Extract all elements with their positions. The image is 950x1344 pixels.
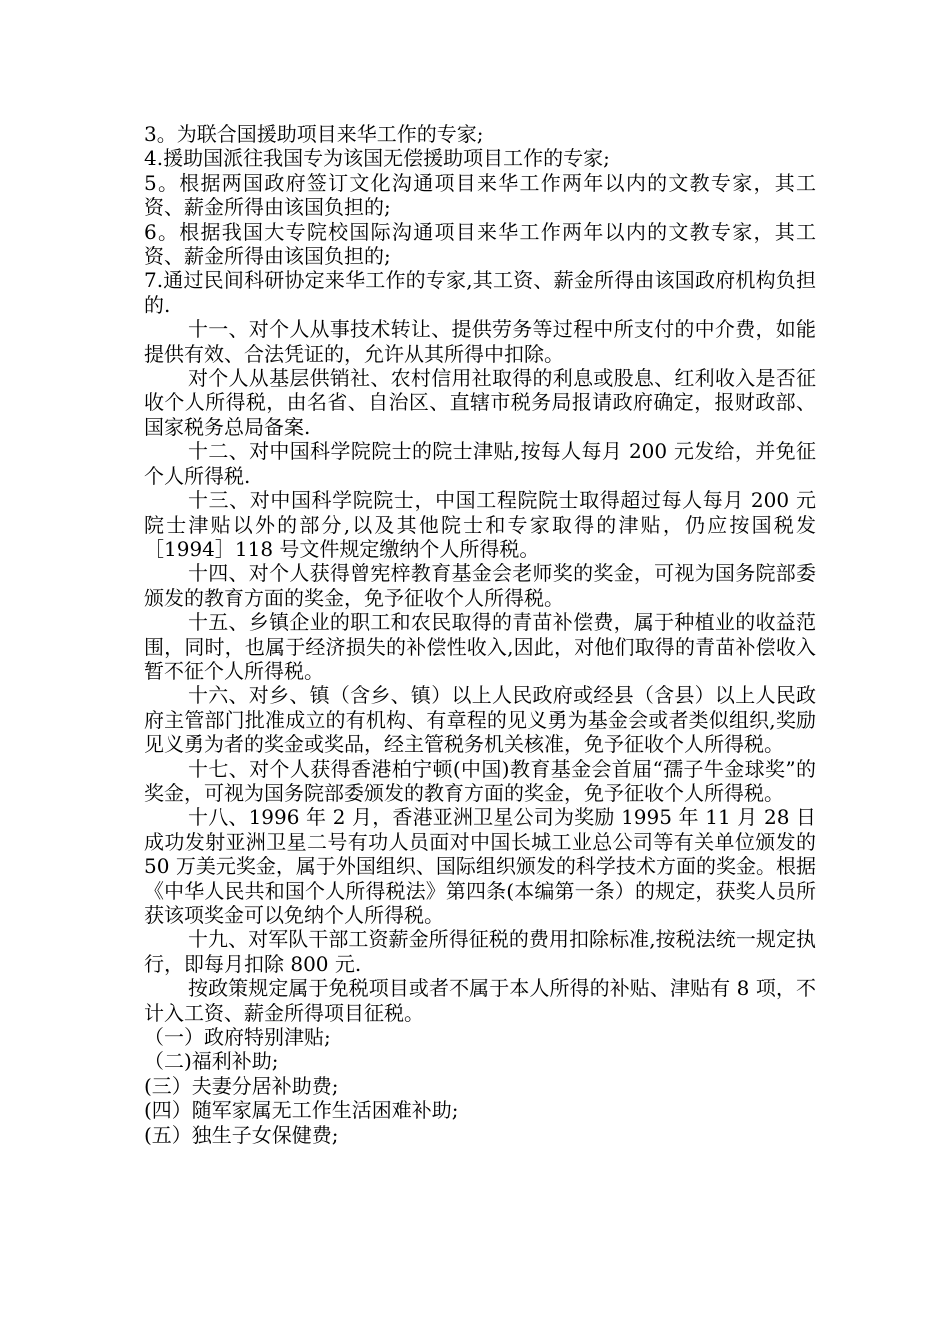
document-page — [144, 122, 816, 1147]
paragraph: 7.通过民间科研协定来华工作的专家,其工资、薪金所得由该国政府机构负担的. — [144, 268, 816, 317]
paragraph: 5。根据两国政府签订文化沟通项目来华工作两年以内的文教专家，其工资、薪金所得由该国负担的; — [144, 170, 816, 220]
paragraph: 十三、对中国科学院院士，中国工程院院士取得超过每人每月 200 元院士津贴以外的部分,以及其他院士和专家取得的津贴，仍应按国税发［1994］118 号文件规定缴纳个人所得税。 — [144, 488, 816, 561]
paragraph: 十七、对个人获得香港柏宁顿(中国)教育基金会首届“孺子牛金球奖”的奖金，可视为国务院部委颁发的教育方面的奖金，免予征收个人所得税。 — [144, 756, 816, 805]
paragraph: 十八、1996 年 2 月，香港亚洲卫星公司为奖励 1995 年 11 月 28 日成功发射亚洲卫星二号有功人员面对中国长城工业总公司等有关单位颁发的 50 万美元奖金，属于外国组织、国际组织颁发的科学技术方面的奖金。根据《中华人民共和国个人所得税法》第四条(本编第一条）的规定，获奖人员所获该项奖金可以免纳个人所得税。 — [144, 805, 816, 927]
paragraph: 对个人从基层供销社、农村信用社取得的利息或股息、红利收入是否征收个人所得税，由名省、自治区、直辖市税务局报请政府确定，报财政部、国家税务总局备案. — [144, 366, 816, 439]
paragraph: 4.援助国派往我国专为该国无偿援助项目工作的专家; — [144, 146, 610, 171]
paragraph: 十九、对军队干部工资薪金所得征税的费用扣除标准,按税法统一规定执行，即每月扣除 800 元. — [144, 927, 816, 976]
paragraph: 十四、对个人获得曾宪梓教育基金会老师奖的奖金，可视为国务院部委颁发的教育方面的奖金，免予征收个人所得税。 — [144, 561, 816, 610]
paragraph: 十一、对个人从事技术转让、提供劳务等过程中所支付的中介费，如能提供有效、合法凭证的，允许从其所得中扣除。 — [144, 317, 816, 366]
paragraph: 按政策规定属于免税项目或者不属于本人所得的补贴、津贴有 8 项，不计入工资、薪金所得项目征税。 — [144, 976, 816, 1025]
list-item: (五）独生子女保健费; — [144, 1122, 339, 1147]
paragraph: 3。为联合国援助项目来华工作的专家; — [144, 122, 484, 146]
list-item: （二)福利补助; — [144, 1049, 279, 1074]
paragraph: 十五、乡镇企业的职工和农民取得的青苗补偿费，属于种植业的收益范围，同时，也属于经济损失的补偿性收入,因此，对他们取得的青苗补偿收入暂不征个人所得税。 — [144, 610, 816, 683]
paragraph: 6。根据我国大专院校国际沟通项目来华工作两年以内的文教专家，其工资、薪金所得由该国负担的; — [144, 219, 816, 269]
paragraph: 十六、对乡、镇（含乡、镇）以上人民政府或经县（含县）以上人民政府主管部门批准成立的有机构、有章程的见义勇为基金会或者类似组织,奖励见义勇为者的奖金或奖品，经主管税务机关核准，免予征收个人所得税。 — [144, 683, 816, 757]
list-item: (三）夫妻分居补助费; — [144, 1073, 339, 1098]
list-item: （一）政府特别津贴; — [144, 1025, 331, 1050]
paragraph: 十二、对中国科学院院士的院士津贴,按每人每月 200 元发给，并免征个人所得税. — [144, 439, 816, 488]
list-item: (四）随军家属无工作生活困难补助; — [144, 1098, 459, 1123]
